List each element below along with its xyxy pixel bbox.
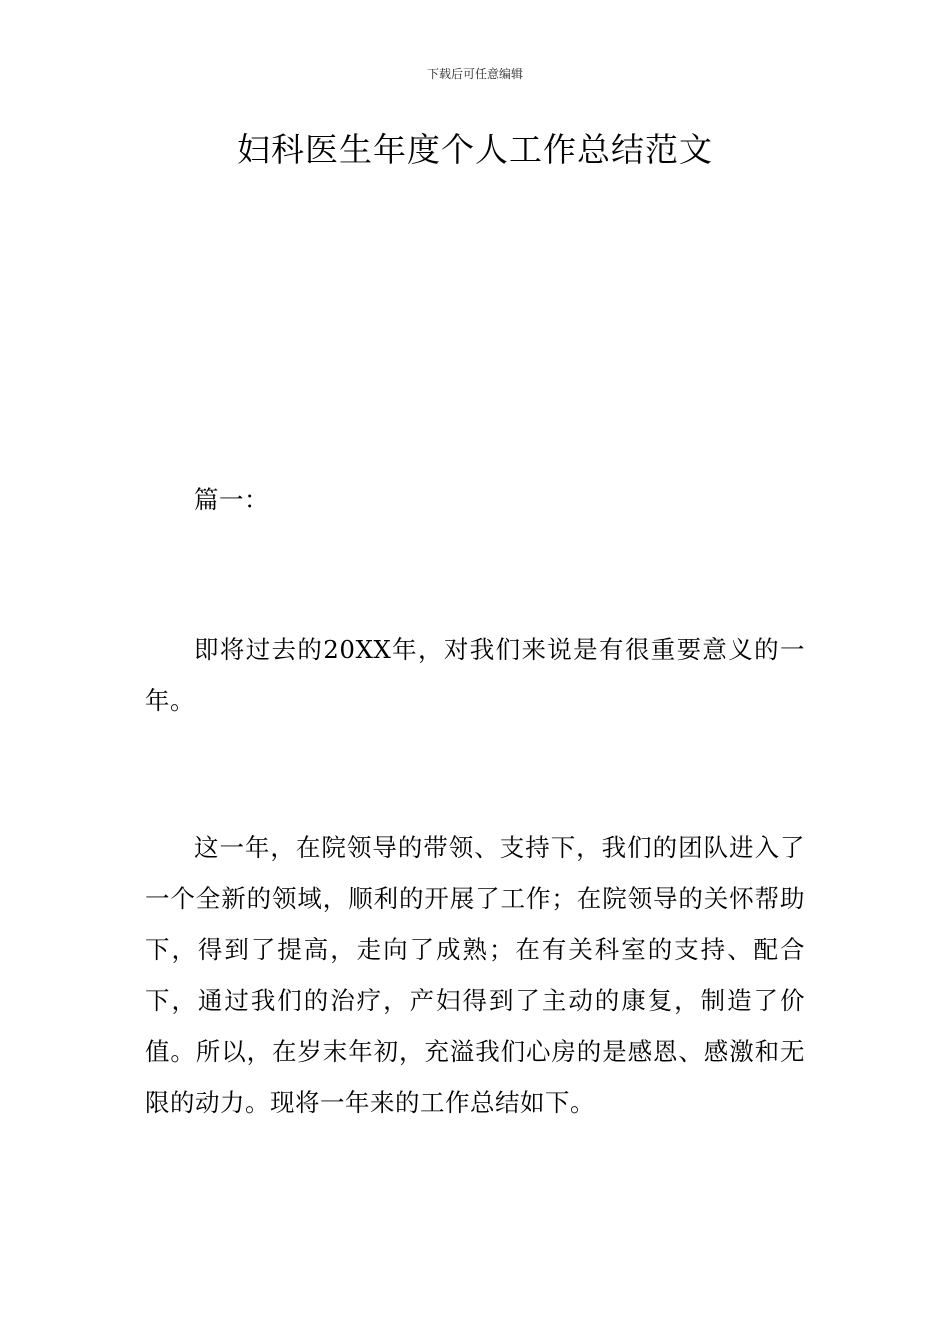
paragraph-2: 这一年，在院领导的带领、支持下，我们的团队进入了一个全新的领域，顺利的开展了工作；在院领导的关怀帮助下，得到了提高，走向了成熟；在有关科室的支持、配合下，通过我们的治疗，产妇得到了主动的康复，制造了价值。所以，在岁末年初，充溢我们心房的是感恩、感激和无限的动力。现将一年来的工作总结如下。: [145, 833, 805, 1117]
header-note: 下载后可任意编辑: [426, 67, 523, 81]
document-title: 妇科医生年度个人工作总结范文: [237, 130, 713, 169]
paragraph-1: 即将过去的20XX年，对我们来说是有很重要意义的一年。: [145, 635, 805, 715]
section-label: 篇一：: [194, 485, 269, 514]
